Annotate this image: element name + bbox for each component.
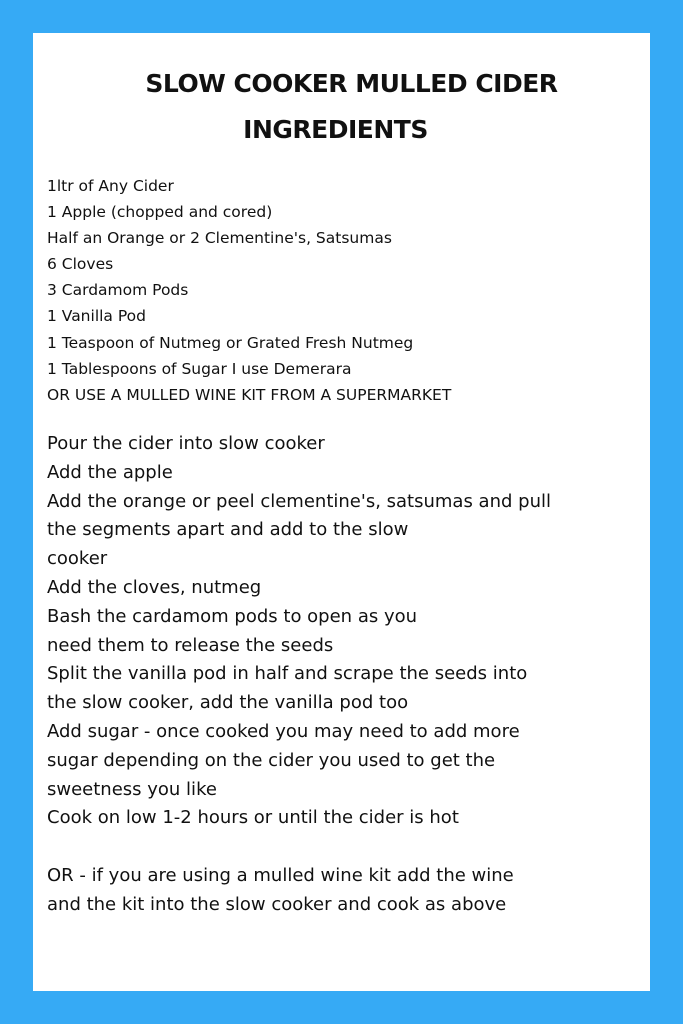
method-line: Add sugar - once cooked you may need to add more [47,720,520,742]
ingredient-item: 1 Apple (chopped and cored) [47,203,273,222]
method-line: sweetness you like [47,778,217,800]
recipe-title: SLOW COOKER MULLED CIDER [145,69,558,98]
method-line: cooker [47,548,108,570]
method-line: sugar depending on the cider you used to get the [47,749,496,771]
recipe-card [33,33,650,991]
method-line: the segments apart and add to the slow [47,519,409,541]
ingredient-item: 1ltr of Any Cider [47,177,174,195]
ingredient-item: 1 Vanilla Pod [47,307,146,326]
ingredient-item: Half an Orange or 2 Clementine's, Satsumas [47,229,392,248]
ingredient-item: 1 Teaspoon of Nutmeg or Grated Fresh Nutmeg [47,333,414,352]
ingredients-list [47,173,637,408]
method-line: OR - if you are using a mulled wine kit add the wine [47,864,514,886]
method-line: Add the orange or peel clementine's, satsumas and pull [47,490,551,512]
method-line: and the kit into the slow cooker and cook as above [47,893,507,915]
ingredient-item: 1 Tablespoons of Sugar I use Demerara [47,359,352,378]
method-line: Cook on low 1-2 hours or until the cider is hot [47,807,459,829]
ingredient-item: OR USE A MULLED WINE KIT FROM A SUPERMARKET [47,385,452,404]
method-line: the slow cooker, add the vanilla pod too [47,692,409,714]
ingredient-item: 6 Cloves [47,255,114,274]
method-line: Add the apple [47,461,173,483]
ingredient-item: 3 Cardamom Pods [47,281,189,300]
method-line: Add the cloves, nutmeg [47,576,262,598]
method-line: Split the vanilla pod in half and scrape the seeds into [47,663,528,685]
method-spacer [47,833,607,862]
method-list [47,430,607,920]
method-line: Bash the cardamom pods to open as you [47,605,418,627]
method-line: need them to release the seeds [47,634,334,656]
ingredients-heading: INGREDIENTS [243,115,428,144]
method-line: Pour the cider into slow cooker [47,433,325,454]
